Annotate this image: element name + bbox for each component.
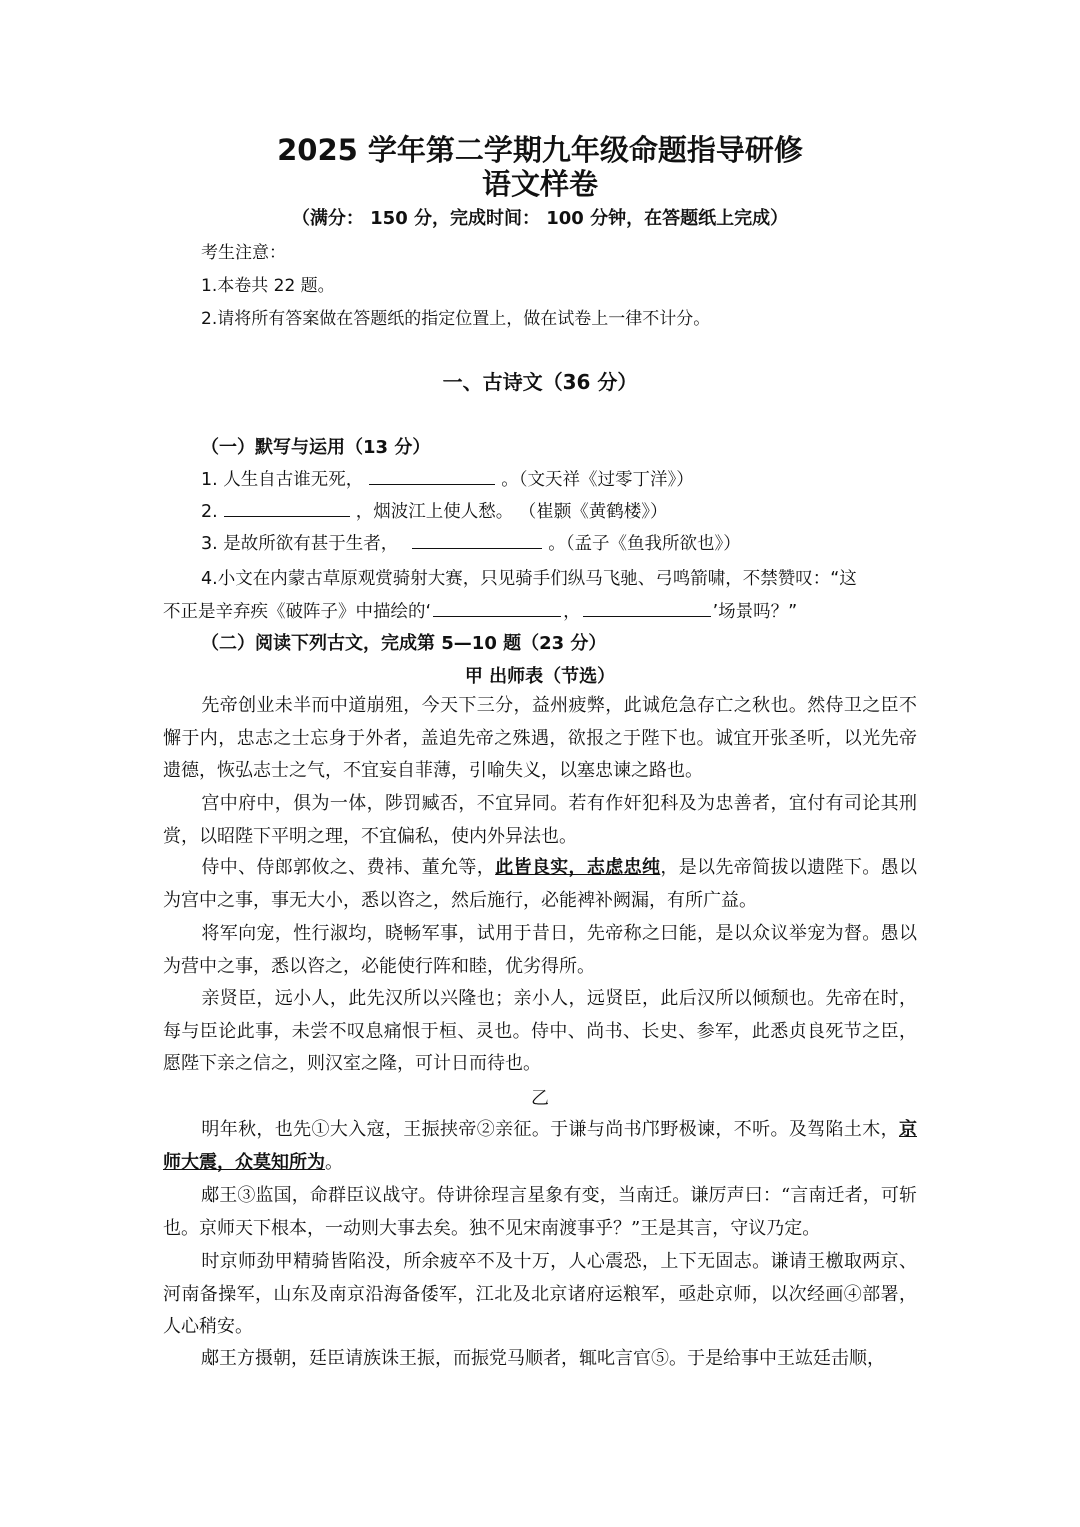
question-4-line2 [163,598,797,623]
text-b-p2: 郕王③监国，命群臣议战守。侍讲徐珵言星象有变，当南迁。谦厉声曰：“言南迁者，可斩也。京师天下根本，一动则大事去矣。独不见宋南渡事乎？”王是其言，守议乃定。 [163,1185,917,1239]
exam-info: （满分： 150 分，完成时间： 100 分钟，在答题纸上完成） [291,208,789,229]
exam-title: 2025 学年第二学期九年级命题指导研修 [277,133,803,167]
text-a-p4: 将军向宠，性行淑均，晓畅军事，试用于昔日，先帝称之曰能，是以众议举宠为督。愚以为营中之事，悉以咨之，必能使行阵和睦，优劣得所。 [163,923,917,977]
text-a-p3-emphasis: 此皆良实，志虑忠纯 [495,857,661,878]
text-a-p3-pre: 侍中、侍郎郭攸之、费祎、董允等， [201,857,496,878]
text-a-p1: 先帝创业未半而中道崩殂，今天下三分，益州疲弊，此诚危急存亡之秋也。然侍卫之臣不懈于内，忠志之士忘身于外者，盖追先帝之殊遇，欲报之于陛下也。诚宜开张圣听，以光先帝遗德，恢弘志士之气，不宜妄自菲薄，引喻失义，以塞忠谏之路也。 [163,695,917,782]
notice-item-1: 1.本卷共 22 题。 [201,276,335,296]
question-2-number: 2. [201,502,218,522]
text-b-p1-pre: 明年秋，也先①大入寇，王振挟帝②亲征。于谦与尚书邝野极谏，不听。及驾陷土木， [201,1119,899,1140]
question-3-source: 。（孟子《鱼我所欲也》） [548,534,741,554]
question-3-text: 3. 是故所欲有甚于生者， [201,534,399,554]
text-b-paragraph-1 [163,1114,917,1179]
answer-blank-3[interactable] [412,530,542,549]
question-1-text: 1. 人生自古谁无死， [201,470,364,490]
text-a-p5: 亲贤臣，远小人，此先汉所以兴隆也；亲小人，远贤臣，此后汉所以倾颓也。先帝在时，每与臣论此事，未尝不叹息痛恨于桓、灵也。侍中、尚书、长史、参军，此悉贞良死节之臣，愿陛下亲之信之，则汉室之隆，可计日而待也。 [163,988,917,1075]
text-b-p1-post: 。 [325,1151,343,1173]
text-b-paragraph-4 [163,1343,917,1376]
text-b-paragraph-3 [163,1246,917,1344]
exam-subject-title: 语文样卷 [481,167,598,201]
question-3 [201,530,741,555]
question-4-text: 不正是辛弃疾《破阵子》中描绘的‘ [163,602,432,622]
text-b-p3: 时京师劲甲精骑皆陷没，所余疲卒不及十万，人心震恐，上下无固志。谦请王檄取两京、河南备操军，山东及南京沿海备倭军，江北及北京诸府运粮军，亟赴京师，以次经画④部署，人心稍安。 [163,1251,917,1338]
text-a-paragraph-5 [163,983,917,1081]
text-a-p2: 宫中府中，俱为一体，陟罚臧否，不宜异同。若有作奸犯科及为忠善者，宜付有司论其刑赏，以昭陛下平明之理，不宜偏私，使内外异法也。 [163,793,917,847]
text-b-title: 乙 [531,1088,549,1109]
question-2 [201,498,668,523]
text-a-p3-post: ，是以先帝简拔以遗陛下。愚以为宫中之事，事无大小，悉以咨之，然后施行，必能裨补阙漏，有所广益。 [163,857,918,911]
text-a-paragraph-2 [163,788,917,853]
text-a-title: 甲 出师表（节选） [464,666,616,687]
answer-blank-4b[interactable] [583,598,711,617]
notice-item-2: 2.请将所有答案做在答题纸的指定位置上，做在试卷上一律不计分。 [201,309,711,329]
question-1-source: 。（文天祥《过零丁洋》） [501,470,694,490]
text-b-paragraph-2 [163,1180,917,1245]
text-a-paragraph-4 [163,918,917,983]
text-b-p4: 郕王方摄朝，廷臣请族诛王振，而振党马顺者，辄叱言官⑤。于是给事中王竑廷击顺， [201,1348,885,1369]
text-a-paragraph-1 [163,690,917,788]
answer-blank-1[interactable] [369,466,495,485]
answer-blank-4a[interactable] [433,598,561,617]
text-b-p1-emphasis: 京师大震，众莫知所为 [163,1119,917,1173]
notice-heading: 考生注意： [201,243,286,263]
answer-blank-2[interactable] [224,498,350,517]
question-4-comma: ， [563,602,581,622]
question-4-line1: 4.小文在内蒙古草原观赏骑射大赛，只见骑手们纵马飞驰、弓鸣箭啸，不禁赞叹：“这 [201,569,857,589]
question-2-text: ，烟波江上使人愁。 （崔颢《黄鹤楼》） [355,502,668,522]
text-a-paragraph-3 [163,852,917,917]
part1-heading: （一）默写与运用（13 分） [201,437,431,458]
question-4-end: ’场景吗？” [712,602,798,622]
part2-heading: （二）阅读下列古文，完成第 5—10 题（23 分） [201,633,607,654]
question-1 [201,466,694,491]
section-title: 一、古诗文（36 分） [442,370,638,394]
